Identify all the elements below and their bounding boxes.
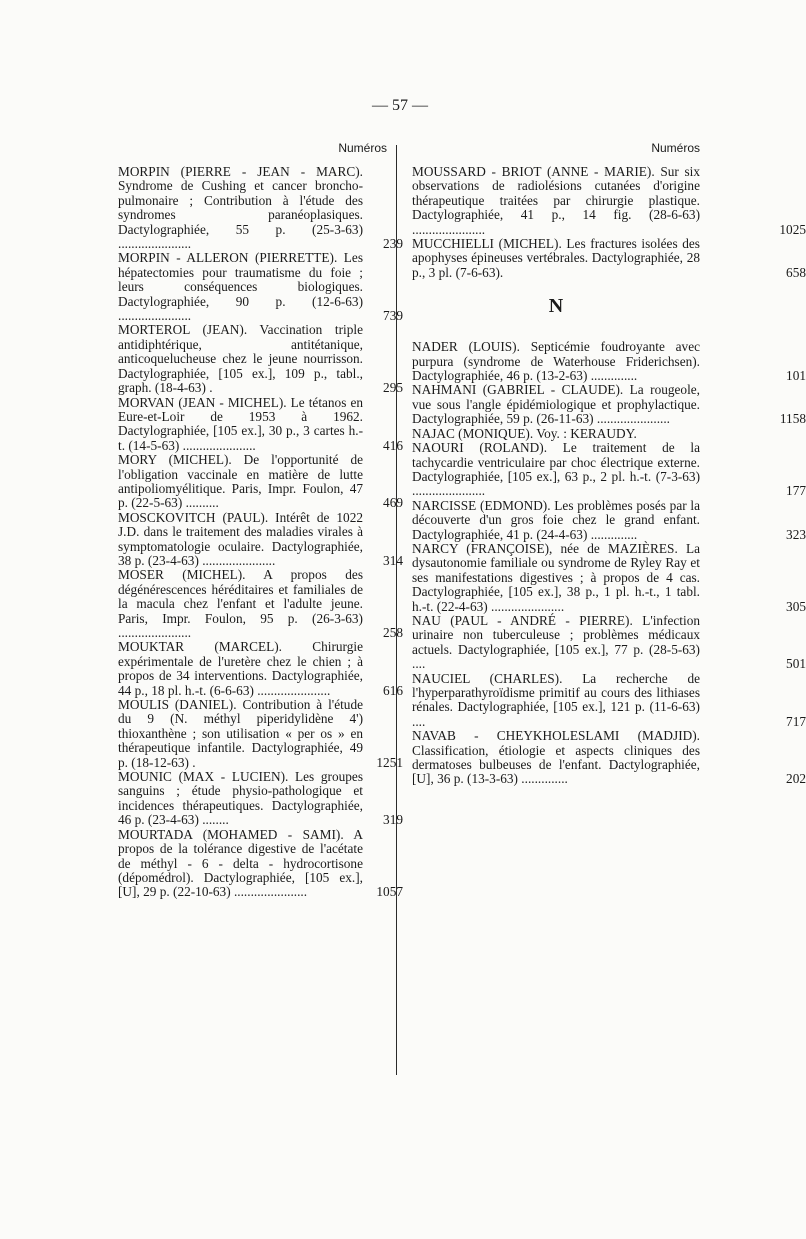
index-entry: [412, 427, 700, 441]
entry-text: MOURTADA (MOHAMED - SAMI). A propos de la tolérance digestive de l'acétate de méthyl - 6 - delta - hydrocortisone (dépomédrol). Dactylographiée, [105 ex.], [U], 29 p. (22-10-63) ......................: [118, 826, 363, 900]
index-entry: [118, 697, 403, 770]
entry-number: 658: [786, 264, 806, 280]
entry-number: 1025: [779, 221, 806, 237]
index-entry: [412, 339, 806, 384]
index-entry: [118, 322, 403, 396]
entry-text: NARCISSE (EDMOND). Les problèmes posés par la découverte d'un gros foie chez le grand enfant. Dactylographiée, 41 p. (24-4-63) ..............: [412, 497, 700, 542]
index-entry: [412, 540, 806, 614]
entry-text: NAUCIEL (CHARLES). La recherche de l'hyperparathyroïdisme primitif au cours des lithiases rénales. Dactylographiée, [105 ex.], 121 p. (11-6-63) ....: [412, 670, 700, 729]
entry-number: 319: [383, 812, 403, 828]
index-entry: [412, 440, 806, 499]
entry-text: MOUSSARD - BRIOT (ANNE - MARIE). Sur six observations de radiolésions cutanées d'origine thérapeutique traitées par chirurgie plastique. Dactylographiée, 41 p., 14 fig. (28-6-63) ......................: [412, 164, 700, 237]
entry-text: NADER (LOUIS). Septicémie foudroyante avec purpura (syndrome de Waterhouse Friderichsen). Dactylographiée, 46 p. (13-2-63) ..............: [412, 339, 700, 384]
column-heading-right: Numéros: [651, 141, 700, 155]
index-entry: [412, 236, 806, 280]
right-entry-list-n: [412, 339, 806, 787]
index-entry: [118, 639, 403, 698]
entry-number: 314: [383, 552, 403, 568]
entry-text: MOUKTAR (MARCEL). Chirurgie expérimentale de l'uretère chez le chien ; à propos de 34 interventions. Dactylographiée, 44 p., 18 pl. h.-t. (6-6-63) ......................: [118, 639, 363, 698]
left-column: [118, 137, 403, 900]
right-entry-list-m: [412, 164, 806, 280]
entry-text: MOULIS (DANIEL). Contribution à l'étude du 9 (N. méthyl piperidylidène 4') thioxanthène ; son utilisation « per os » en thérapeutique infantile. Dactylographiée, 49 p. (18-12-63) .: [118, 697, 363, 770]
entry-text: MORVAN (JEAN - MICHEL). Le tétanos en Eure-et-Loir de 1953 à 1962. Dactylographiée, [105 ex.], 30 p., 3 cartes h.-t. (14-5-63) ......................: [118, 394, 363, 453]
entry-text: MUCCHIELLI (MICHEL). Les fractures isolées des apophyses épineuses vertébrales. Dactylographiée, 28 p., 3 pl. (7-6-63).: [412, 236, 700, 280]
index-entry: [118, 452, 403, 511]
entry-text: NAVAB - CHEYKHOLESLAMI (MADJID). Classification, étiologie et aspects cliniques des dermatoses bulbeuses de l'enfant. Dactylographiée, [U], 36 p. (13-3-63) ..............: [412, 728, 700, 787]
entry-number: 258: [383, 625, 403, 640]
entry-number: 717: [786, 713, 806, 729]
entry-text: NAHMANI (GABRIEL - CLAUDE). La rougeole, vue sous l'angle épidémiologique et prophylactique. Dactylographiée, 59 p. (26-11-63) ......................: [412, 382, 700, 427]
page-number: — 57 —: [372, 97, 428, 114]
entry-number: 501: [786, 656, 806, 672]
entry-text: MORY (MICHEL). De l'opportunité de l'obligation vaccinale en matière de lutte antipoliomyélitique. Paris, Impr. Foulon, 47 p. (22-5-63) ..........: [118, 452, 363, 511]
index-entry: [118, 826, 403, 900]
entry-text: NARCY (FRANÇOISE), née de MAZIÈRES. La dysautonomie familiale ou syndrome de Ryley Ray et ses manifestations digestives ; à propos de 4 cas. Dactylographiée, [105 ex.], 38 p., 1 pl. h.-t., 1 tabl. h.-t. (22-4-63) ......................: [412, 540, 700, 614]
entry-number: 1057: [376, 884, 403, 900]
entry-text: NAU (PAUL - ANDRÉ - PIERRE). L'infection urinaire non tuberculeuse ; problèmes médicaux actuels. Dactylographiée, [105 ex.], 77 p. (28-5-63) ....: [412, 612, 700, 672]
column-heading-left: Numéros: [338, 141, 387, 155]
entry-text: MORPIN (PIERRE - JEAN - MARC). Syndrome de Cushing et cancer broncho-pulmonaire ; Contribution à l'étude des syndromes paranéoplasiques. Dactylographiée, 55 p. (25-3-63) ......................: [118, 164, 363, 252]
index-entry: [412, 670, 806, 730]
entry-number: 239: [383, 236, 403, 252]
entry-text: MORTEROL (JEAN). Vaccination triple antidiphtérique, antitétanique, anticoquelucheuse chez le jeune nourrisson. Dactylographiée, [105 ex.], 109 p., tabl., graph. (18-4-63) .: [118, 322, 363, 396]
left-entry-list: [118, 164, 403, 900]
entry-text: NAJAC (MONIQUE). Voy. : KERAUDY.: [412, 425, 637, 441]
entry-number: 469: [383, 495, 403, 511]
entry-text: MOSCKOVITCH (PAUL). Intérêt de 1022 J.D. dans le traitement des maladies virales à symptomatologie oculaire. Dactylographiée, 38 p. (23-4-63) ......................: [118, 509, 363, 568]
entry-text: MOUNIC (MAX - LUCIEN). Les groupes sanguins ; étude physio-pathologique et incidences thérapeutiques. Dactylographiée, 46 p. (23-4-63) ........: [118, 769, 363, 828]
entry-number: 1251: [376, 754, 403, 770]
column-divider: [396, 145, 397, 1075]
right-column: [412, 137, 806, 787]
entry-number: 202: [786, 771, 806, 787]
index-entry: [118, 769, 403, 828]
index-entry: [118, 394, 403, 454]
entry-number: 416: [383, 437, 403, 453]
index-entry: [412, 612, 806, 672]
index-entry: [412, 728, 806, 787]
index-entry: [118, 509, 403, 569]
index-entry: [118, 250, 403, 324]
entry-number: 323: [786, 526, 806, 542]
entry-number: 101: [786, 368, 806, 384]
entry-number: 616: [383, 682, 403, 698]
index-entry: [118, 567, 403, 640]
entry-number: 295: [383, 380, 403, 396]
entry-text: MORPIN - ALLERON (PIERRETTE). Les hépatectomies pour traumatisme du foie ; leurs conséquences biologiques. Dactylographiée, 90 p. (12-6-63) ......................: [118, 250, 363, 324]
entry-number: 305: [786, 598, 806, 614]
section-letter: N: [548, 295, 564, 318]
entry-number: 739: [383, 308, 403, 324]
index-entry: [412, 497, 806, 542]
entry-number: 1158: [779, 411, 806, 427]
index-entry: [118, 164, 403, 252]
entry-number: 177: [786, 483, 806, 499]
index-entry: [412, 382, 806, 427]
index-entry: [412, 164, 806, 237]
entry-text: MOSER (MICHEL). A propos des dégénérescences héréditaires et familiales de la macula chez l'enfant et l'adulte jeune. Paris, Impr. Foulon, 95 p. (26-3-63) ......................: [118, 567, 363, 640]
entry-text: NAOURI (ROLAND). Le traitement de la tachycardie ventriculaire par choc électrique externe. Dactylographiée, [105 ex.], 63 p., 2 pl. h.-t. (7-3-63) ......................: [412, 440, 700, 499]
